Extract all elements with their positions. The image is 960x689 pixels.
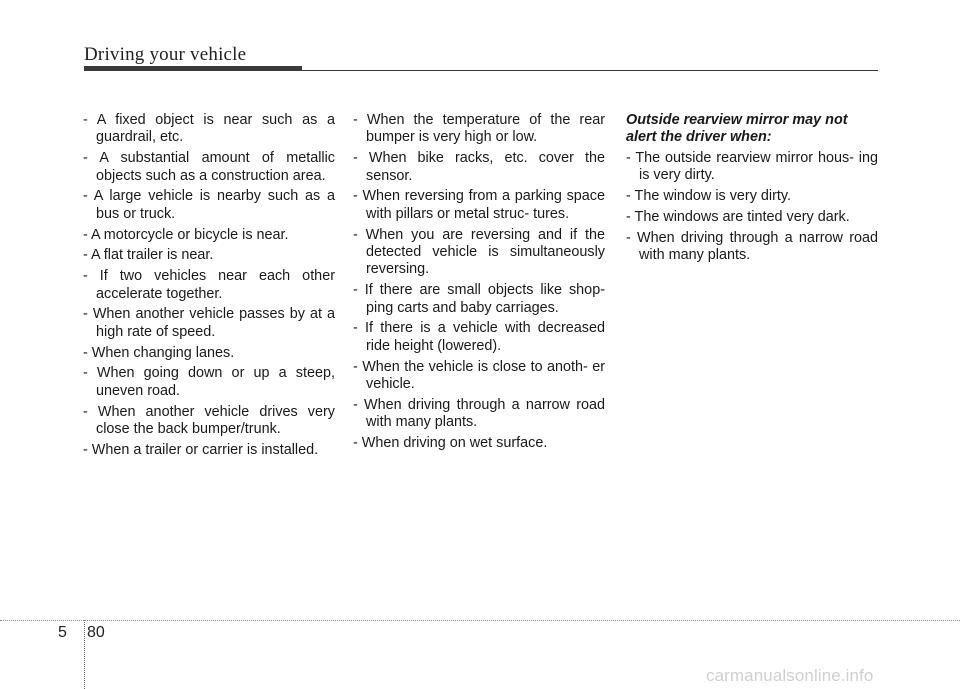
- list-item: - If there is a vehicle with decreased ride height (lowered).: [353, 320, 605, 354]
- footer-divider-vertical: [84, 620, 86, 689]
- column-middle: [353, 112, 605, 456]
- list-item: - When driving through a narrow road with many plants.: [626, 229, 878, 264]
- list-item: - A large vehicle is nearby such as a bus or truck.: [83, 188, 335, 222]
- list-item: - The window is very dirty.: [626, 188, 792, 205]
- list-item: - When going down or up a steep, uneven road.: [83, 365, 335, 399]
- list-item: - When a trailer or carrier is installed.: [83, 441, 319, 458]
- list-item: - A fixed object is near such as a guardrail, etc.: [83, 112, 335, 146]
- list-item: - When changing lanes.: [83, 344, 235, 361]
- list-item: - A motorcycle or bicycle is near.: [83, 226, 289, 243]
- header-rule-thin: [302, 70, 878, 71]
- list-item: - A flat trailer is near.: [83, 247, 214, 264]
- page-header-title: Driving your vehicle: [84, 44, 247, 65]
- chapter-number: 5: [58, 624, 67, 641]
- page-number: 80: [87, 624, 105, 641]
- section-heading: Outside rearview mirror may not alert the driver when:: [626, 112, 848, 146]
- list-item: - When bike racks, etc. cover the sensor.: [353, 150, 605, 184]
- column-left: [83, 112, 335, 463]
- footer-divider-horizontal: [0, 620, 960, 621]
- header-rule-thick: [84, 66, 302, 71]
- list-item: - The outside rearview mirror hous- ing is very dirty.: [626, 149, 878, 184]
- list-item: - A substantial amount of metallic objects such as a construction area.: [83, 150, 335, 184]
- list-item: - When reversing from a parking space with pillars or metal struc- tures.: [353, 188, 605, 222]
- list-item: - When another vehicle drives very close the back bumper/trunk.: [83, 403, 335, 438]
- list-item: - When driving on wet surface.: [353, 435, 548, 452]
- list-item: - When you are reversing and if the detected vehicle is simultaneously reversing.: [353, 226, 605, 278]
- condition-list-right: [626, 150, 878, 265]
- column-right: [626, 112, 878, 268]
- list-item: - When the temperature of the rear bumper is very high or low.: [353, 112, 605, 146]
- condition-list-left: [83, 112, 335, 459]
- list-item: - If two vehicles near each other accelerate together.: [83, 268, 335, 302]
- list-item: - When driving through a narrow road with many plants.: [353, 396, 605, 431]
- watermark-text: carmanualsonline.info: [706, 666, 874, 685]
- condition-list-middle: [353, 112, 605, 452]
- list-item: - If there are small objects like shop- ping carts and baby carriages.: [353, 282, 605, 316]
- list-item: - The windows are tinted very dark.: [626, 208, 850, 225]
- list-item: - When another vehicle passes by at a high rate of speed.: [83, 306, 335, 340]
- list-item: - When the vehicle is close to anoth- er vehicle.: [353, 358, 605, 393]
